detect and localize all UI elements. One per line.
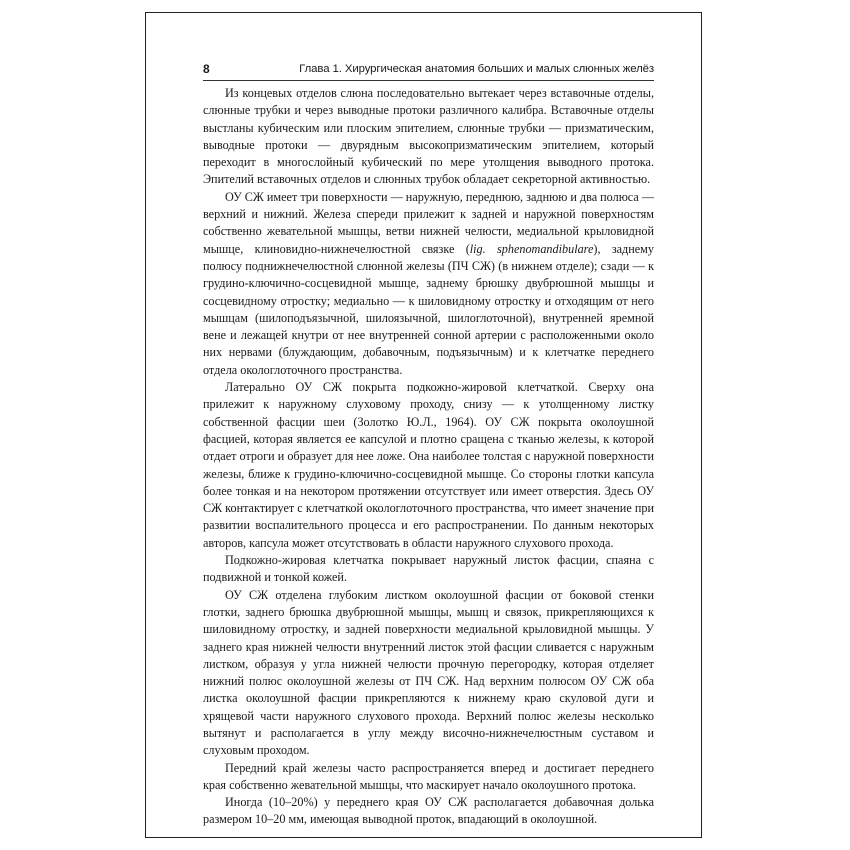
paragraph-4: Подкожно-жировая клетчатка покрывает наружный листок фасции, спаяна с подвижной и тонкой кожей.	[203, 553, 654, 585]
paragraph-2	[203, 189, 654, 379]
paragraph-7: Иногда (10–20%) у переднего края ОУ СЖ располагается добавочная долька размером 10–20 мм, имеющая выводной проток, впадающий в околоушной.	[203, 795, 654, 827]
paragraph-2-part-b: ), заднему полюсу поднижнечелюстной слюнной железы (ПЧ СЖ) (в нижнем отделе); сзади — к грудино-ключично-сосцевидной мышце, заднему брюшку двубрюшной мышцы и сосцевидному отростку; медиально — к шиловидному отростку и отходящим от него мышцам (шилоподъязычной, шилоязычной, шилоглоточной), внутренней яремной вене и лежащей кнутри от нее внутренней сонной артерии с расположенными около них нервами (блуждающим, добавочным, подъязычным) и к клетчатке переднего отдела окологлоточного пространства.	[203, 241, 654, 377]
chapter-title: Глава 1. Хирургическая анатомия больших и малых слюнных желёз	[299, 63, 654, 75]
paragraph-1: Из концевых отделов слюна последовательно вытекает через вставочные отделы, слюнные трубки и через выводные протоки различного калибра. Вставочные отделы выстланы кубическим или плоским эпителием, слюнные трубки — призматическим, выводные протоки — двурядным высокопризматическим эпителием, который переходит в многослойный кубический по мере утолщения выводного протока. Эпителий вставочных отделов и слюнных трубок обладает секреторной активностью.	[203, 86, 654, 187]
paragraph-6: Передний край железы часто распространяется вперед и достигает переднего края собственно жевательной мышцы, что маскирует начало околоушного протока.	[203, 760, 654, 792]
paragraph-2-part-a: ОУ СЖ имеет три поверхности — наружную, переднюю, заднюю и два полюса — верхний и нижний. Железа спереди прилежит к задней и наружной поверхностям собственно жевательной мышцы, ветви нижней челюсти, медиальной крыловидной мышце, клиновидно-нижнечелюстной связке (	[203, 189, 655, 256]
latin-term: lig. sphenomandibulare	[469, 241, 594, 256]
paragraph-3: Латерально ОУ СЖ покрыта подкожно-жировой клетчаткой. Сверху она прилежит к наружному слуховому проходу, снизу — к утолщенному листку собственной фасции шеи (Золотко Ю.Л., 1964). ОУ СЖ покрыта околоушной фасцией, которая является ее капсулой и плотно сращена с тканью железы, к которой отдает отроги и образует для нее ложе. Она наиболее толстая с наружной поверхности железы, ближе к грудино-ключично-сосцевидной мышце. Со стороны глотки капсула более тонкая и на некотором протяжении отсутствует или имеет отверстия. Здесь ОУ СЖ контактирует с клетчаткой окологлоточного пространства, что имеет значение при развитии воспалительного процесса и его распространении. По данным некоторых авторов, капсула может отсутствовать в области наружного слухового прохода.	[203, 380, 654, 550]
paragraph-5: ОУ СЖ отделена глубоким листком околоушной фасции от боковой стенки глотки, заднего брюшка двубрюшной мышцы, мышц и связок, прикрепляющихся к шиловидному отростку, и задней поверхности медиальной крыловидной мышцы. У заднего края нижней челюсти внутренний листок этой фасции сливается с наружным листком, образуя у угла нижней челюсти прочную перегородку, которая отделяет нижний полюс околоушной железы от ПЧ СЖ. Над верхним полюсом ОУ СЖ оба листка околоушной фасции прикрепляются к нижнему краю скуловой дуги и хрящевой части наружного слухового прохода. Верхний полюс железы несколько вытянут и располагается в углу между височно-нижнечелюстным суставом и слуховым проходом.	[203, 587, 654, 758]
page-number: 8	[203, 62, 210, 76]
text-body	[203, 85, 654, 829]
running-head	[203, 60, 654, 81]
